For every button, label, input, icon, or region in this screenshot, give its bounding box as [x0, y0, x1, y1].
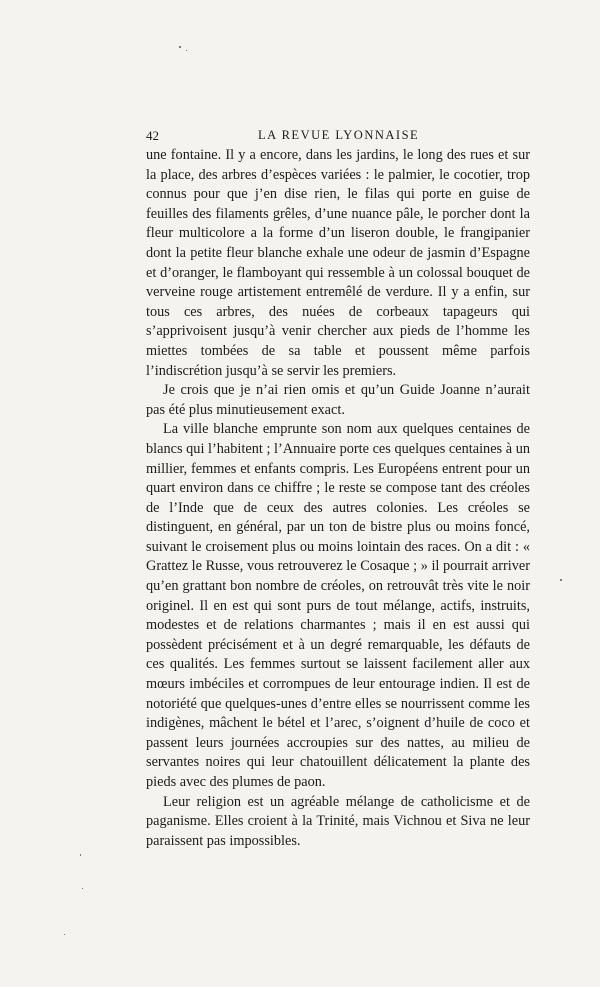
scan-speck: [64, 934, 65, 935]
page-header: [146, 128, 530, 146]
paragraph-4: Leur religion est un agréable mélange de catholicisme et de paganisme. Elles croient à la Trinité, mais Vichnou et Siva ne leur paraissent pas impossibles.: [146, 793, 530, 849]
page-number: 42: [146, 128, 159, 143]
scan-speck: [80, 854, 81, 856]
paragraph-2: Je crois que je n’ai rien omis et qu’un Guide Joanne n’aurait pas été plus minutieusement exact.: [146, 382, 530, 418]
scan-speck: [186, 50, 187, 51]
running-title: LA REVUE LYONNAISE: [258, 128, 420, 142]
paragraph-3: La ville blanche emprunte son nom aux quelques centaines de blancs qui l’habitent ; l’Annuaire porte ces quelques centaines à un millier, femmes et enfants compris. Les Européens entrent pour un quart environ dans ce chiffre ; le reste se compose tant des créoles de l’Inde que de ceux des autres colonies. Les créoles se distinguent, en général, par un ton de bistre plus ou moins foncé, suivant le croisement plus ou moins lointain des races. On a dit : « Grattez le Russe, vous retrouverez le Cosaque ; » il pourrait arriver qu’en grattant bon nombre de créoles, on retrouvât très vite le noir originel. Il en est qui sont purs de tout mélange, actifs, instruits, modestes et de relations charmantes ; mais il en est aussi qui possèdent précisément et à un degré remarquable, les défauts de ces qualités. Les femmes surtout se laissent facilement aller aux mœurs imbéciles et corrompues de leur entourage indien. Il est de notoriété que quelques-unes d’entre elles se nourrissent comme les indigènes, mâchent le bétel et l’arec, s’oignent d’huile de coco et passent leurs journées accroupies sur des nattes, au milieu de servantes noires qui leur chatouillent délicatement la plante des pieds avec des plumes de paon.: [146, 421, 530, 790]
paragraph-1: une fontaine. Il y a encore, dans les jardins, le long des rues et sur la place, des arbres d’espèces variées : le palmier, le cocotier, trop connus pour que j’en dise rien, le filas qui porte en guise de feuilles des filaments grêles, d’une nuance pâle, le porcher dont la fleur multicolore a la forme d’un liseron double, le frangipanier dont la petite fleur blanche exhale une odeur de jasmin d’Espagne et d’oranger, le flamboyant qui ressemble à un colossal bouquet de verveine rouge artistement entremêlé de verdure. Il y a enfin, sur tous ces arbres, des nuées de corbeaux tapageurs qui s’apprivoisent jusqu’à venir chercher aux pieds de l’homme les miettes tombées de sa table et poussent même parfois l’indiscrétion jusqu’à se servir les premiers.: [146, 147, 530, 379]
scan-speck: [560, 579, 562, 581]
scan-speck: [82, 888, 83, 889]
scan-speck: [179, 46, 181, 48]
body-text: [146, 146, 530, 851]
